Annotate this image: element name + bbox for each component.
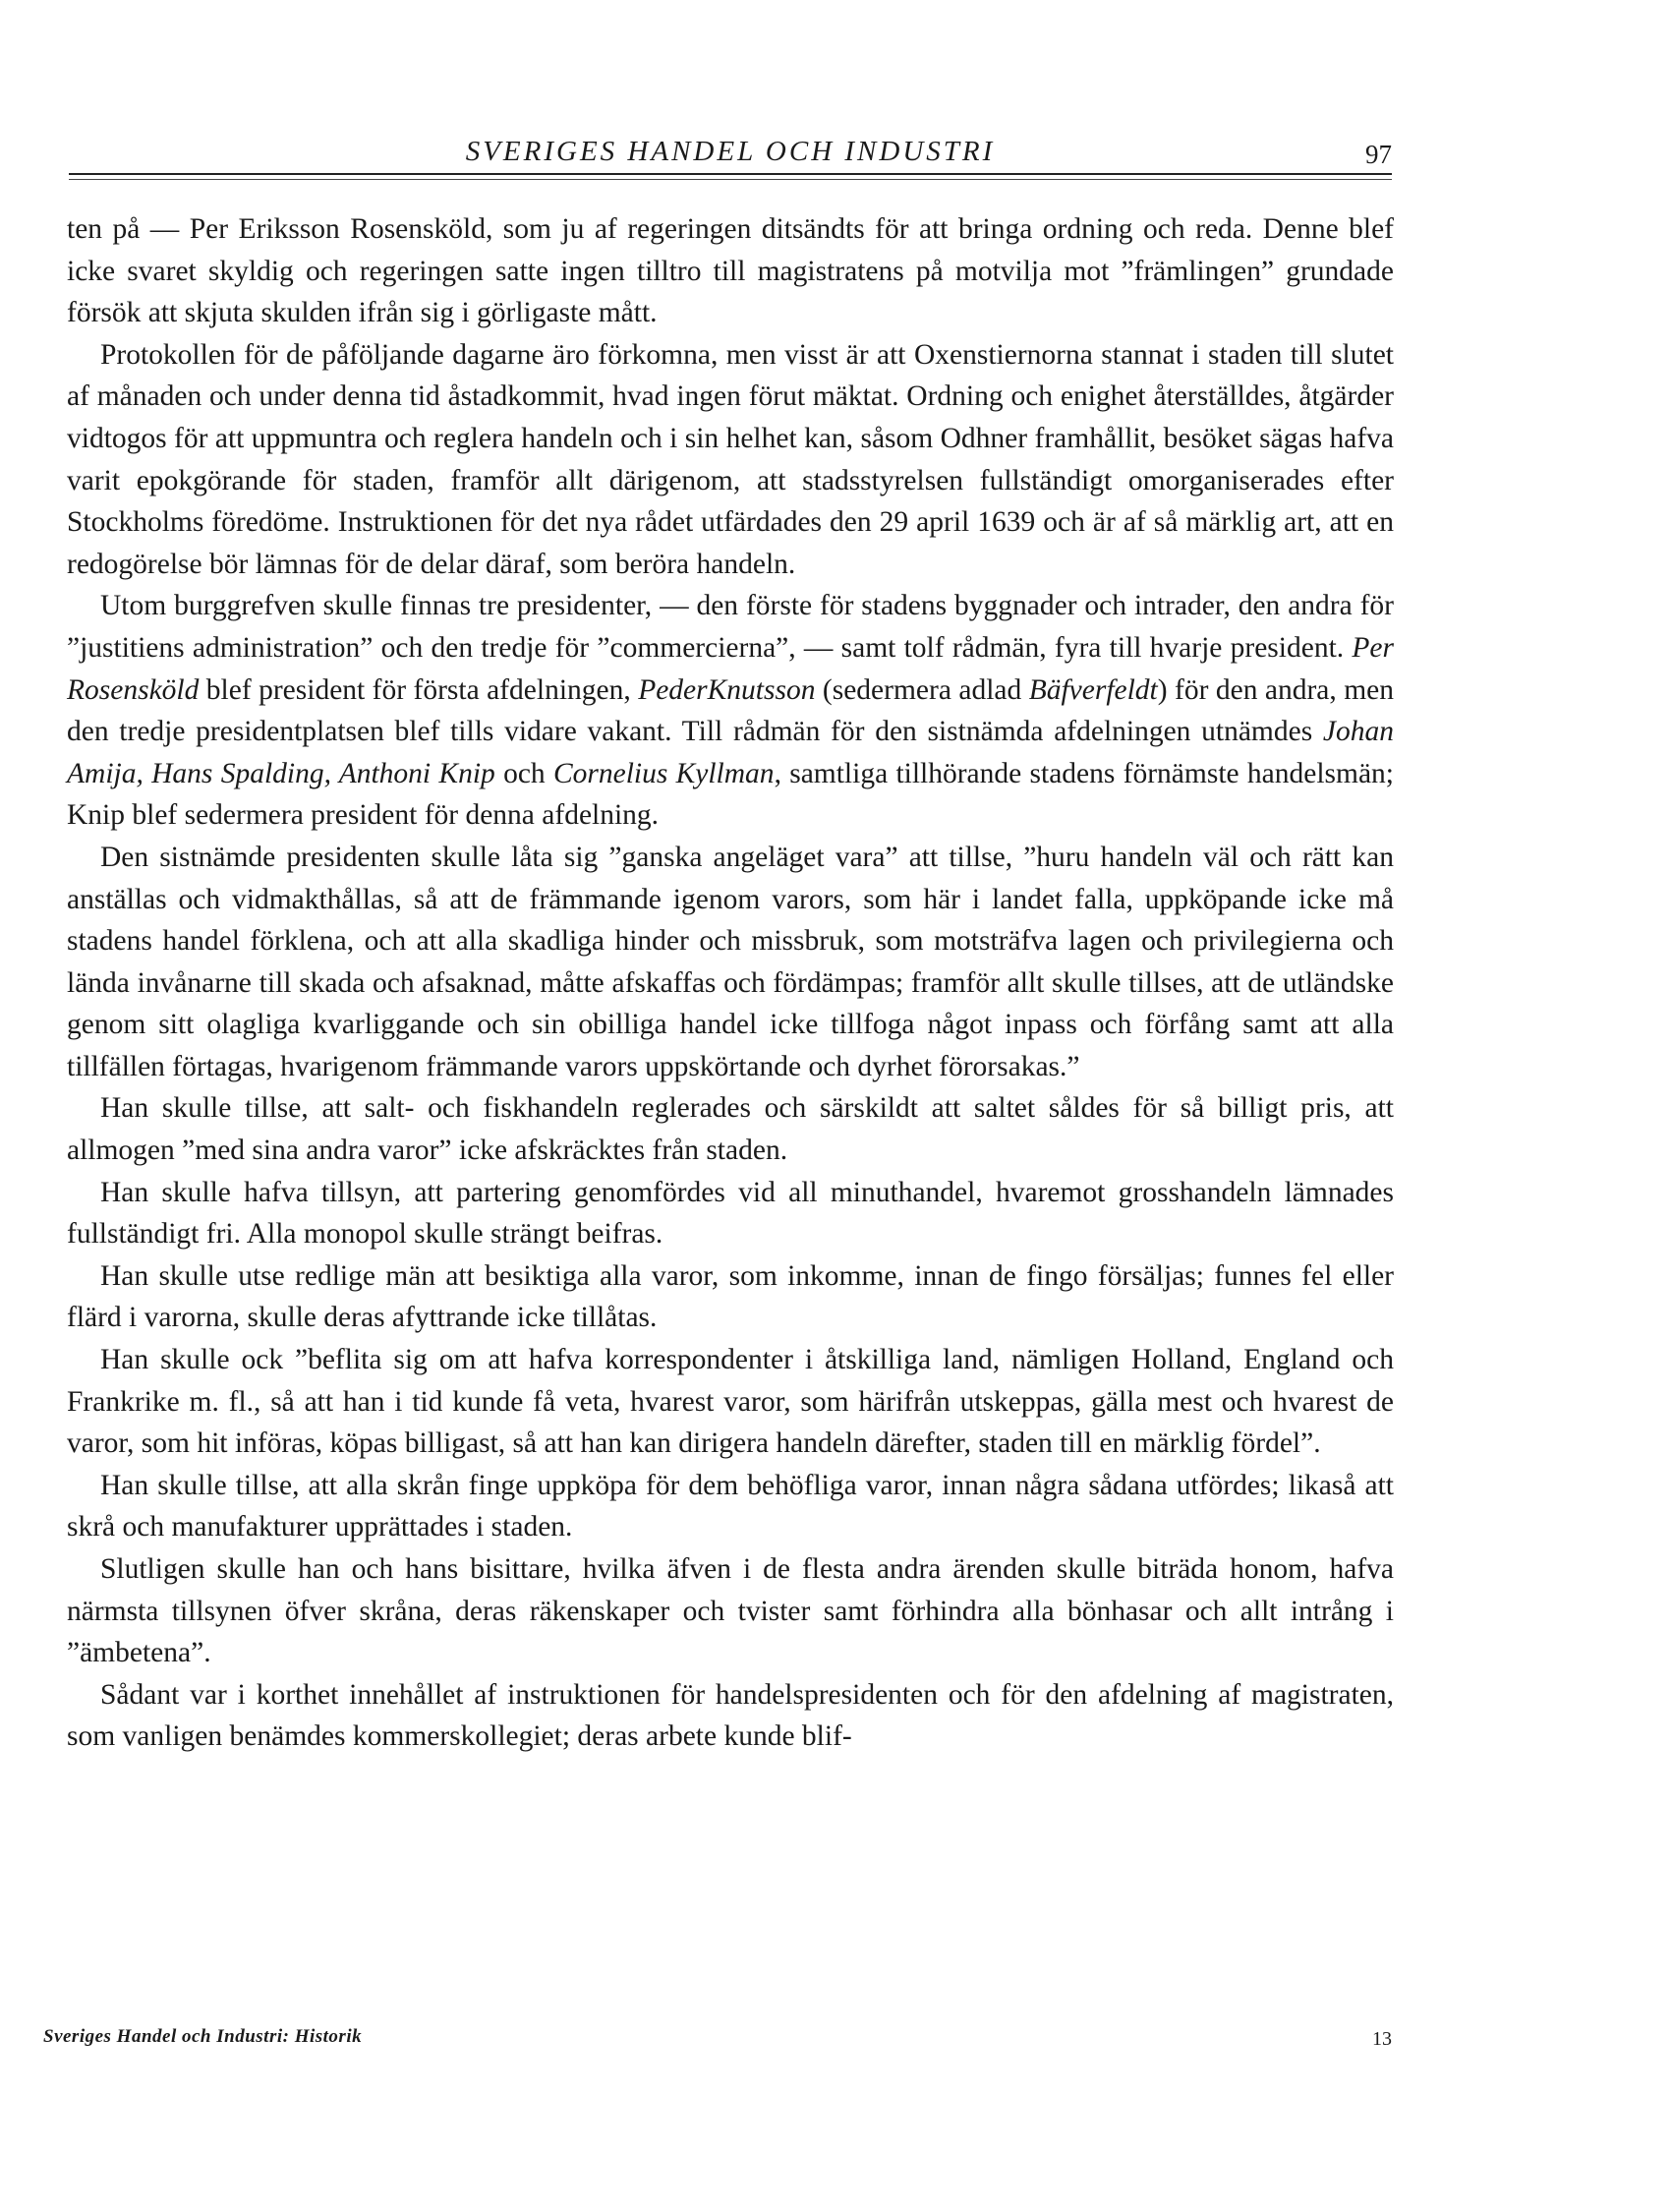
sheet-number: 13 xyxy=(1372,2028,1392,2050)
page-number: 97 xyxy=(1365,140,1392,169)
text-run: Han skulle tillse, att salt- och fiskhandeln reglerades och särskildt att saltet såldes för så billigt pris, att allmogen ”med sina andra varor” icke afskräcktes från staden. xyxy=(67,1092,1394,1167)
text-run: Han skulle ock ”beflita sig om att hafva korrespondenter i åtskilliga land, nämligen Holland, England och Frankrike m. fl., så att han i tid kunde få veta, hvarest varor, som härifrån utskeppas, gälla mest och hvarest de varor, som hit införas, köpas billigast, så att han kan dirigera handeln därefter, staden till en märklig fördel”. xyxy=(67,1344,1394,1460)
text-run: Utom burggrefven skulle finnas tre presidenter, — den förste för stadens byggnader och intrader, den andra för ”justitiens administration” och den tredje för ”commercierna”, — samt tolf rådmän, fyra till hvarje president. xyxy=(67,590,1394,664)
paragraph xyxy=(67,334,1394,586)
text-run: blef president för första afdelningen, xyxy=(199,673,639,706)
text-run: ) för den andra, men den tredje presidentplatsen blef tills vidare vakant. Till rådmän för den sistnämda afdelningen utnämdes xyxy=(67,673,1395,748)
text-run: Den sistnämde presidenten skulle låta sig ”ganska angeläget vara” att tillse, ”huru handeln väl och rätt kan anställas och vidmakthållas, så att de främmande igenom varors, som här i landet falla, uppköpande icke må stadens handel förklena, och att alla skadliga hinder och missbruk, som motsträfva lagen och privilegierna och lända invånarne till skada och afsaknad, måtte afskaffas och fördämpas; framför allt skulle tillses, att de utländske genom sitt olagliga kvarliggande och sin obilliga handel icke tillfoga något inpass och förfång samt att alla tillfällen förtagas, hvarigenom främmande varors uppskörtande och dyrhet förorsakas.” xyxy=(67,841,1394,1082)
text-run: Slutligen skulle han och hans bisittare, hvilka äfven i de flesta andra ärenden skulle biträda honom, hafva närmsta tillsynen öfver skråna, deras räkenskaper och tvister samt förhindra alla bönhasar och allt intrång i ”ämbetena”. xyxy=(67,1553,1394,1669)
italic-name: Cornelius Kyllman xyxy=(552,757,775,789)
header-rule-thick xyxy=(69,173,1392,175)
running-title: SVERIGES HANDEL OCH INDUSTRI xyxy=(465,136,996,167)
running-head xyxy=(69,136,1392,175)
italic-name: Johan Amija, Hans Spalding, Anthoni Knip xyxy=(67,716,1394,789)
text-run: Protokollen för de påföljande dagarne äro förkomna, men visst är att Oxenstiernorna stannat i staden till slutet af månaden och under denna tid åstadkommit, hvad ingen förut mäktat. Ordning och enighet återställdes, åtgärder vidtogos för att uppmuntra och reglera handeln och i sin helhet kan, såsom Odhner framhållit, besöket sägas hafva varit epokgörande för staden, framför allt därigenom, att stadsstyrelsen fullständigt omorganiserades efter Stockholms föredöme. Instruktionen för det nya rådet utfärdades den 29 april 1639 och är af så märklig art, att en redogörelse bör lämnas för de delar däraf, som beröra handeln. xyxy=(67,338,1394,580)
page-footer xyxy=(43,2026,1392,2060)
paragraph xyxy=(67,1255,1394,1339)
text-run: , samtliga tillhörande stadens förnämste handelsmän; Knip blef sedermera president för denna afdelning. xyxy=(67,757,1394,832)
text-run: Han skulle hafva tillsyn, att partering genomfördes vid all minuthandel, hvaremot grosshandeln lämnades fullständigt fri. Alla monopol skulle strängt beifras. xyxy=(67,1176,1394,1251)
italic-name: Per Rosensköld xyxy=(67,631,1394,706)
text-run: (sedermera adlad xyxy=(815,673,1029,706)
italic-name: PederKnutsson xyxy=(638,673,816,706)
text-run: och xyxy=(494,757,553,789)
paragraph xyxy=(67,1339,1394,1465)
body-text xyxy=(67,208,1394,1758)
text-run: Sådant var i korthet innehållet af instruktionen för handelspresidenten och för den afdelning af magistraten, som vanligen benämdes kommerskollegiet; deras arbete kunde blif- xyxy=(67,1678,1394,1753)
paragraph xyxy=(67,1087,1394,1171)
paragraph xyxy=(67,837,1394,1088)
text-run: ten på — Per Eriksson Rosensköld, som ju af regeringen ditsändts för att bringa ordning och reda. Denne blef icke svaret skyldig och regeringen satte ingen tilltro till magistratens på motvilja mot ”främlingen” grundade försök att skjuta skulden ifrån sig i görligaste mått. xyxy=(67,213,1394,329)
paragraph xyxy=(67,585,1394,837)
text-run: Han skulle utse redlige män att besiktiga alla varor, som inkomme, innan de fingo försäljas; funnes fel eller flärd i varorna, skulle deras afyttrande icke tillåtas. xyxy=(67,1259,1394,1334)
paragraph xyxy=(67,1548,1394,1674)
paragraph xyxy=(67,1465,1394,1548)
header-rule-thin xyxy=(69,179,1392,180)
paragraph xyxy=(67,208,1394,334)
text-run: Han skulle tillse, att alla skrån finge uppköpa för dem behöfliga varor, innan några sådana utfördes; likaså att skrå och manufakturer upprättades i staden. xyxy=(67,1469,1394,1543)
sheet-signature: Sveriges Handel och Industri: Historik xyxy=(43,2026,363,2047)
paragraph xyxy=(67,1674,1394,1758)
italic-name: Bäfverfeldt xyxy=(1028,673,1158,706)
paragraph xyxy=(67,1172,1394,1255)
